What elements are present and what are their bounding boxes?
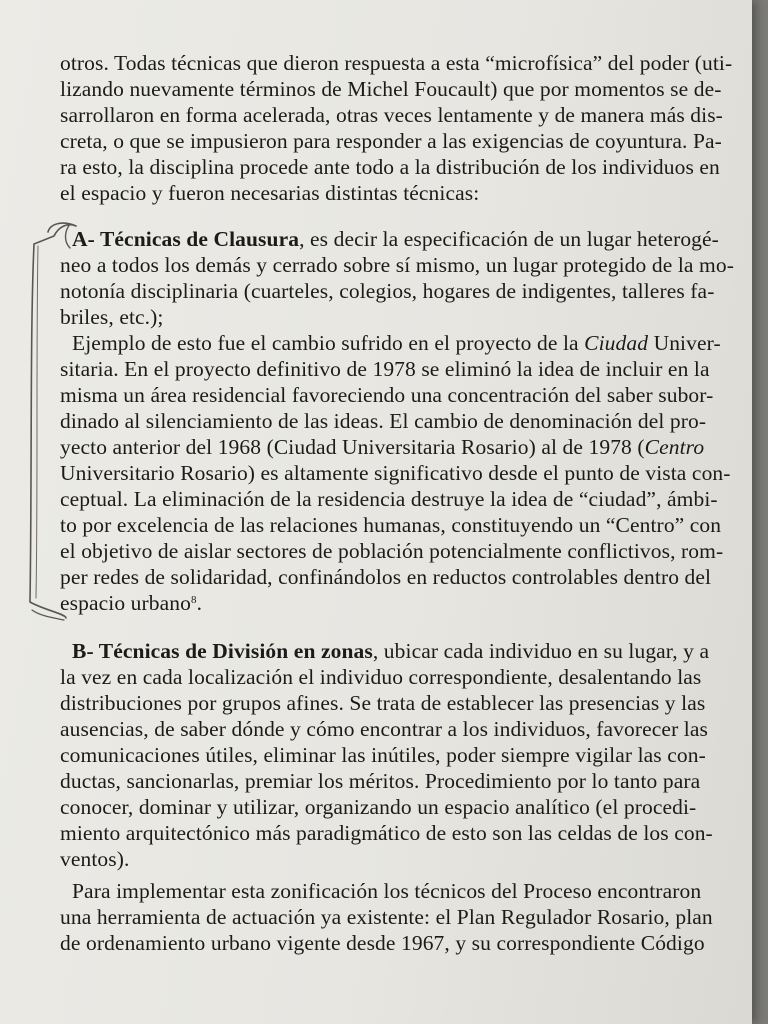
text-line: miento arquitectónico más paradigmático de esto son las celdas de los con- xyxy=(60,821,713,845)
text-span: espacio urbano xyxy=(60,591,191,615)
text-span: . xyxy=(196,591,203,615)
text-line: otros. Todas técnicas que dieron respuesta a esta “microfísica” del poder (uti- xyxy=(60,51,733,75)
text-line: ausencias, de saber dónde y cómo encontrar a los individuos, favorecer las xyxy=(60,717,708,741)
text-line xyxy=(72,330,721,356)
italic-text: Centro xyxy=(644,435,705,459)
text-line: misma un área residencial favoreciendo una concentración del saber subor- xyxy=(60,383,714,407)
text-line: comunicaciones útiles, eliminar las inútiles, poder siempre vigilar las con- xyxy=(60,743,706,767)
text-line: notonía disciplinaria (cuarteles, colegios, hogares de indigentes, talleres fa- xyxy=(60,279,715,303)
text-line xyxy=(60,590,202,616)
text-span: Univer- xyxy=(648,331,721,355)
text-line: distribuciones por grupos afines. Se trata de establecer las presencias y las xyxy=(60,691,706,715)
section-a-first-line xyxy=(72,226,719,252)
text-line: ventos). xyxy=(60,847,130,871)
text-line: de ordenamiento urbano vigente desde 1967, y su correspondiente Código xyxy=(60,931,705,955)
text-line: ductas, sancionarlas, premiar los méritos. Procedimiento por lo tanto para xyxy=(60,769,701,793)
text-span: Ejemplo de esto fue el cambio sufrido en el proyecto de la xyxy=(72,331,585,355)
section-b-first-line xyxy=(72,638,709,664)
text-line: creta, o que se impusieron para responder a las exigencias de coyuntura. Pa- xyxy=(60,129,722,153)
text-line: lizando nuevamente términos de Michel Foucault) que por momentos se de- xyxy=(60,77,722,101)
text-line: sarrollaron en forma acelerada, otras veces lentamente y de manera más dis- xyxy=(60,103,723,127)
text-line: la vez en cada localización el individuo correspondiente, desalentando las xyxy=(60,665,702,689)
text-line: per redes de solidaridad, confinándolos en reductos controlables dentro del xyxy=(60,565,712,589)
text-line: el objetivo de aislar sectores de población potencialmente conflictivos, rom- xyxy=(60,539,724,563)
text-line xyxy=(60,434,704,460)
text-line: Universitario Rosario) es altamente significativo desde el punto de vista con- xyxy=(60,461,731,485)
text-line: el espacio y fueron necesarias distintas técnicas: xyxy=(60,181,480,205)
footnote-marker: 8 xyxy=(190,594,197,606)
text-line: ra esto, la disciplina procede ante todo a la distribución de los individuos en xyxy=(60,155,720,179)
text-line: Para implementar esta zonificación los técnicos del Proceso encontraron xyxy=(72,879,702,903)
text-line: dinado al silenciamiento de las ideas. El cambio de denominación del pro- xyxy=(60,409,707,433)
text-line: to por excelencia de las relaciones humanas, constituyendo un “Centro” con xyxy=(60,513,722,537)
text-line: conocer, dominar y utilizar, organizando un espacio analítico (el procedi- xyxy=(60,795,697,819)
section-a-heading: A- Técnicas de Clausura xyxy=(72,227,300,251)
text-span: yecto anterior del 1968 (Ciudad Universitaria Rosario) al de 1978 ( xyxy=(60,435,645,459)
text-span: , ubicar cada individuo en su lugar, y a xyxy=(372,639,710,663)
text-line: sitaria. En el proyecto definitivo de 1978 se eliminó la idea de incluir en la xyxy=(60,357,710,381)
text-line: briles, etc.); xyxy=(60,305,164,329)
italic-text: Ciudad xyxy=(584,331,649,355)
section-b-heading: B- Técnicas de División en zonas xyxy=(72,639,373,663)
text-line: una herramienta de actuación ya existente: el Plan Regulador Rosario, plan xyxy=(60,905,713,929)
text-line: ceptual. La eliminación de la residencia destruye la idea de “ciudad”, ámbi- xyxy=(60,487,718,511)
text-span: , es decir la especificación de un lugar heterogé- xyxy=(299,227,719,251)
text-line: neo a todos los demás y cerrado sobre sí mismo, un lugar protegido de la mo- xyxy=(60,253,734,277)
